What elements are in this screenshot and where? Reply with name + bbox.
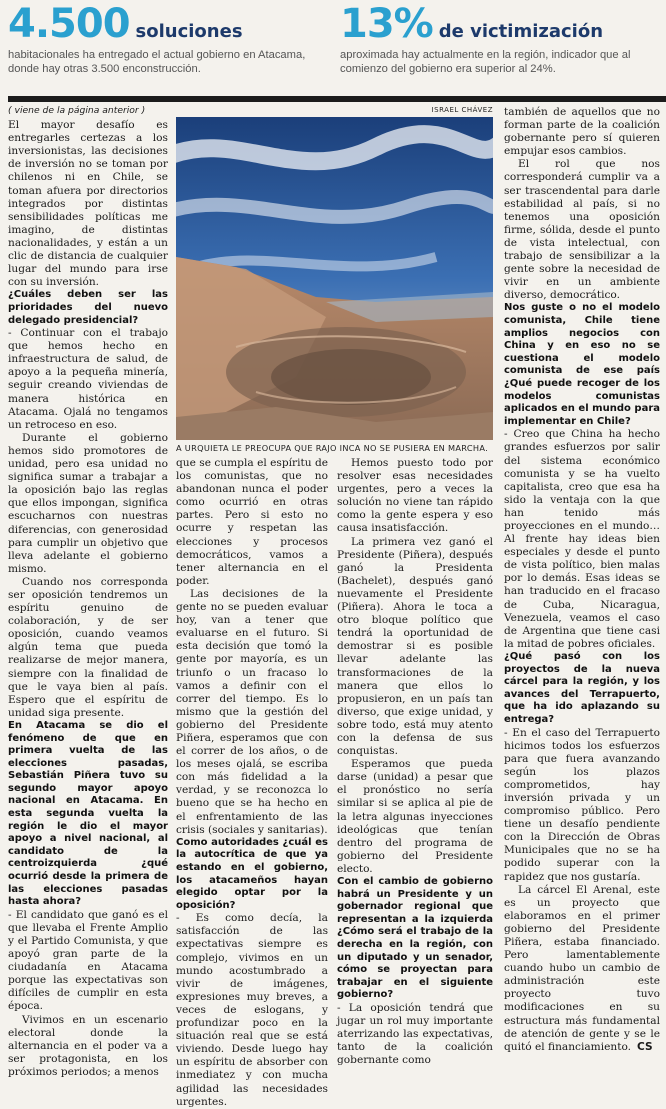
mine-photo [176,117,493,440]
interview-question: Nos guste o no el modelo comunista, Chile tiene amplios negocios con China y en eso no se cuestiona el modelo comunista de ese país ¿Qué puede recoger de los modelos comunistas aplicados en el mundo para implementar en Chile? [504,302,660,427]
paragraph-text: La cárcel El Arenal, este es un proyecto que elaboramos en el primer gobierno del Presidente Piñera, estaba financiado. Pero lamentablemente cuando hubo un cambio de administración este proyecto tuvo modificaciones en su estructura más fundamental de atención de gente y se le quitó el financiamiento. [504,883,660,1053]
paragraph: Durante el gobierno hemos sido promotores de unidad, pero esa unidad no significa sumar a trabajar a la oposición bajo las reglas que ellos impongan, significa escucharnos con nuestras diferencias, con generosidad para cumplir un objetivo que lleva adelante el gobierno mismo. [8,431,168,575]
paragraph: que se cumpla el espíritu de los comunistas, que no abandonan nunca el poder como ocurrió en otras partes. Pero si esto no ocurre y respetan las elecciones y procesos democráticos, vamos a tener alternancia en el poder. [176,457,328,587]
paragraph: Hemos puesto todo por resolver esas necesidades urgentes, pero a veces la solución no viene tan rápido como la gente espera y eso causa insatisfacción. [337,457,493,535]
paragraph: Vivimos en un escenario electoral donde la alternancia en el poder va a ser protagonista, en los próximos periodos; a menos [8,1013,168,1078]
end-mark: CS [637,1040,653,1053]
answer-paragraph: - Es como decía, la satisfacción de las expectativas siempre es complejo, vivimos en un mundo acostumbrado a vivir de imágenes, expresiones muy breves, a veces de eslogans, y profundizar poco en la situación real que se está viviendo. Desde luego hay un espíritu de absorber con inmediatez y con mucha agilidad las necesidades urgentes. [176,912,328,1108]
interview-question: Como autoridades ¿cuál es la autocrítica de que ya estando en el gobierno, los atacameños hayan elegido optar por la oposición? [176,836,328,911]
answer-paragraph: - La oposición tendrá que jugar un rol muy importante aterrizando las expectativas, tanto de la coalición gobernante como [337,1001,493,1067]
headline-right [340,1,662,76]
column-2 [176,457,328,1109]
paragraph: El rol que nos corresponderá cumplir va a ser trascendental para darle estabilidad al país, si no tenemos una oposición firme, sólida, desde el punto de vista intelectual, con trabajo de sensibilizar a la gente sobre la necesidad de vivir en un ambiente diverso, democrático. [504,158,660,302]
photo-caption: A URQUIETA LE PREOCUPA QUE RAJO INCA NO SE PUSIERA EN MARCHA. [176,443,488,453]
column-1 [8,104,168,1079]
photo-credit: ISRAEL CHÁVEZ [431,106,493,114]
paragraph: Esperamos que pueda darse (unidad) a pesar que el pronóstico no sería similar si se aplica al pie de la letra algunas inyecciones ideológicas que tenían dentro del programa de gobierno del Presidente electo. [337,758,493,875]
headline-left-sub: habitacionales ha entregado el actual gobierno en Atacama, donde hay otras 3.500 enconstrucción. [8,49,306,75]
answer-paragraph: - El candidato que ganó es el que llevaba el Frente Amplio y el Partido Comunista, y que apoyó gran parte de la ciudadanía en Atacama porque las expectativas son difíciles de cumplir en esta época. [8,908,168,1013]
column-3 [337,457,493,1067]
headline-left-word: soluciones [135,21,243,42]
answer-paragraph: - Creo que China ha hecho grandes esfuerzos por salir del sistema económico comunista y se ha vuelto capitalista, creo que esa ha sido la ventaja con la que han tenido más proyecciones en el mundo… Al frente hay ideas bien especiales y desde el punto de vista político, bien malas por lo demás. Esas ideas se han traducido en el fracaso de Cuba, Nicaragua, Venezuela, veamos el caso de Argentina que tiene casi la mitad de pobres oficiales. [504,428,660,650]
interview-question: Con el cambio de gobierno habrá un Presidente y un gobernador regional que representan a la izquierda ¿Cómo será el trabajo de la derecha en la región, con un diputado y un senador, cómo se proyectan para trabajar en el siguiente gobierno? [337,876,493,1001]
mine-landscape-image [176,117,493,440]
headline-left [8,1,326,76]
headline-left-number: 4.500 [8,1,130,47]
answer-paragraph: - Continuar con el trabajo que hemos hecho en infraestructura de salud, de apoyo a la pequeña minería, seguir creando viviendas de manera histórica en Atacama. Ojalá no tengamos un retroceso en eso. [8,327,168,431]
interview-question: En Atacama se dio el fenómeno de que en primera vuelta de las elecciones pasadas, Sebastián Piñera tuvo su segundo mayor apoyo nacional en Atacama. En esta segunda vuelta la región le dio el mayor apoyo a nivel nacional, al candidato de la centroizquierda ¿qué ocurrió desde la primera de las elecciones pasadas hasta ahora? [8,719,168,908]
headline-right-number: 13% [340,1,433,47]
continued-note: ( viene de la página anterior ) [8,105,146,116]
paragraph: también de aquellos que no forman parte de la coalición gobernante pero sí quieren empujar esos cambios. [504,106,660,158]
paragraph [504,884,660,1054]
headline-right-word: de victimización [438,21,604,42]
header-rule [8,96,666,102]
column-4 [504,106,660,1054]
headline-right-sub: aproximada hay actualmente en la región, indicador que al comienzo del gobierno era superior al 24%. [340,49,631,75]
interview-question: ¿Qué pasó con los proyectos de la nueva cárcel para la región, y los avances del Terrapuerto, que ha ido aplazando su entrega? [504,650,660,725]
paragraph: Las decisiones de la gente no se pueden evaluar hoy, van a tener que evaluarse en el futuro. Si esta decisión que tomó la gente por mayoría, es un triunfo o un fracaso lo vamos a definir con el correr del tiempo. Es lo mismo que la gestión del gobierno del Presidente Piñera, esperamos que con el correr de los años, o de los meses ojalá, se escriba con más fidelidad a la verdad, y se reconozca lo bueno que se ha hecho en el enfrentamiento de las crisis (sociales y sanitarias). [176,587,328,836]
paragraph: La primera vez ganó el Presidente (Piñera), después ganó la Presidenta (Bachelet), después ganó nuevamente el Presidente (Piñera). Ahora le toca a otro bloque político que tendrá la oportunidad de demostrar si es posible llevar adelante las transformaciones de la manera que ellos lo propusieron, en un país tan diverso, que exige unidad, y sobre todo, está muy atento con la defensa de sus conquistas. [337,535,493,758]
paragraph: Cuando nos corresponda ser oposición tendremos un espíritu genuino de colaboración, y de ser oposición, cuando veamos algún tema que pueda realizarse de mejor manera, siempre con la finalidad de que le vaya bien al país. Espero que el espíritu de unidad siga presente. [8,575,168,719]
interview-question: ¿Cuáles deben ser las prioridades del nuevo delegado presidencial? [8,289,168,326]
answer-paragraph: - En el caso del Terrapuerto hicimos todos los esfuerzos para que fuera avanzando según los plazos comprometidos, hay inversión privada y un compromiso público. Pero tiene un desafío pendiente con la Dirección de Obras Municipales que no se ha podido superar con la rapidez que nos gustaría. [504,726,660,883]
paragraph: El mayor desafío es entregarles certezas a los inversionistas, las decisiones de inversión no se toman por chilenos ni en Chile, se toman afuera por directorios integrados por distintas sensibilidades políticas me imagino, de distintas nacionalidades, y están a un clic de distancia de cualquier lugar del mundo para irse con su inversión. [8,119,168,289]
